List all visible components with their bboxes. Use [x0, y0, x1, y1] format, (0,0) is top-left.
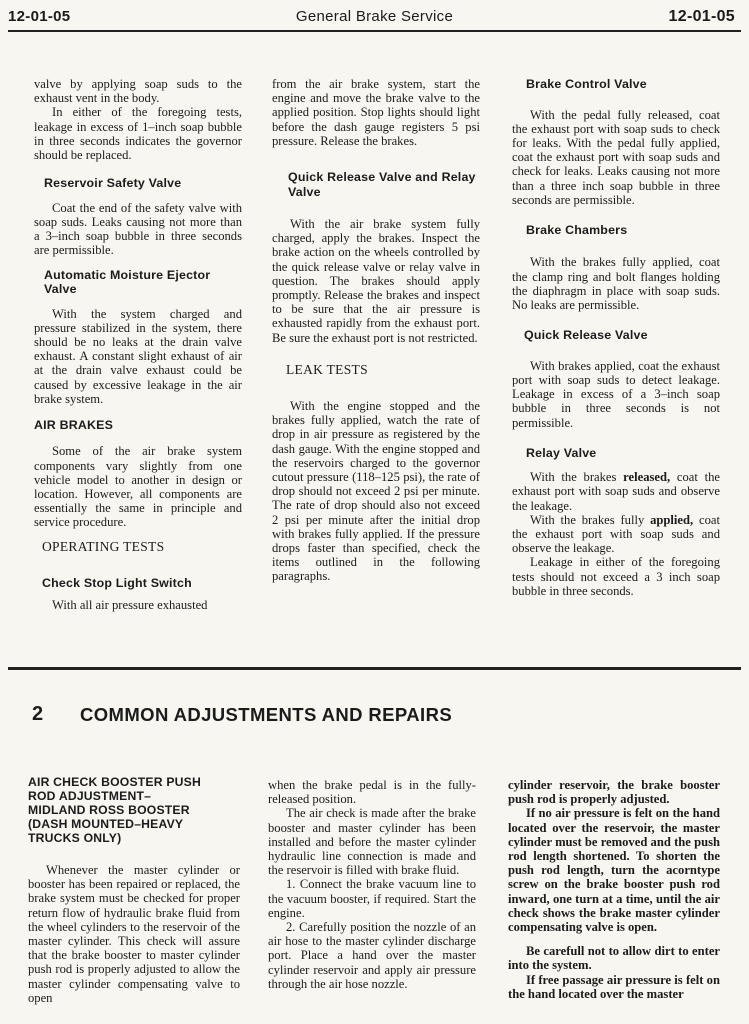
paragraph: Be carefull not to allow dirt to enter into the system.	[508, 944, 720, 973]
section-rule	[8, 667, 741, 670]
top-column-1	[34, 77, 242, 613]
paragraph: In either of the foregoing tests, leakage in excess of 1–inch soap bubble in three seconds indicates the governor should be replaced.	[34, 105, 242, 163]
paragraph: cylinder reservoir, the brake booster push rod is properly adjusted.	[508, 778, 720, 807]
paragraph: With the engine stopped and the brakes fully applied, watch the rate of drop in air pressure as registered by the dash gauge. With the engine stopped and the reservoirs charged to the governor cutout pressure (118–125 psi), the rate of drop should not exceed 2 psi per minute. The rate of drop should also not exceed 2 psi per minute after the initial drop with brakes fully applied. If the pressure drops faster than specified, check the items outlined in the following paragraphs.	[272, 399, 480, 584]
paragraph: With brakes applied, coat the exhaust port with soap suds to detect leakage. Leakage in excess of a 3–inch soap bubble in three seconds is not permissible.	[512, 358, 720, 430]
subheading-brake-control-valve: Brake Control Valve	[526, 77, 647, 91]
bottom-column-1	[28, 775, 240, 1005]
top-column-3	[512, 77, 720, 598]
paragraph: If free passage air pressure is felt on the hand located over the master	[508, 972, 720, 1001]
paragraph: 2. Carefully position the nozzle of an air hose to the master cylinder discharge port. Place a hand over the master cylinder reservoir and apply air pressure through the air hose nozzle.	[268, 920, 476, 991]
paragraph: valve by applying soap suds to the exhaust vent in the body.	[34, 77, 242, 106]
subheading-check-stop-light-switch: Check Stop Light Switch	[42, 575, 192, 590]
paragraph: Coat the end of the safety valve with soap suds. Leaks causing not more than a 3–inch soap bubble in three seconds are permissible.	[34, 200, 242, 258]
subheading-brake-chambers: Brake Chambers	[526, 222, 628, 237]
paragraph: With all air pressure exhausted	[52, 598, 208, 613]
page-number-left: 12-01-05	[8, 8, 71, 25]
top-column-2	[272, 77, 480, 584]
bottom-column-3	[508, 778, 720, 1001]
paragraph: 1. Connect the brake vacuum line to the vacuum booster, if required. Start the engine.	[268, 877, 476, 920]
bottom-column-2	[268, 778, 476, 991]
heading-leak-tests: LEAK TESTS	[286, 361, 368, 377]
header-rule	[8, 30, 741, 32]
paragraph: Leakage in either of the foregoing tests should not exceed a 3 inch soap bubble in three seconds.	[512, 555, 720, 598]
paragraph: from the air brake system, start the engine and move the brake valve to the applied position. Stop lights should light before the dash gauge registers 5 psi pressure. Release the brakes.	[272, 77, 480, 148]
section-number: 2	[32, 703, 44, 725]
paragraph: With the brakes fully applied, coat the exhaust port with soap suds and observe the leakage.	[512, 512, 720, 556]
paragraph: If no air pressure is felt on the hand located over the reservoir, the master cylinder must be removed and the push rod length shortened. To shorten the push rod length, turn the acorntype screw on the brake booster push rod inward, one turn at a time, until the air check shows the brake master cylinder compensating valve is open.	[508, 806, 720, 935]
subheading-reservoir-safety-valve: Reservoir Safety Valve	[44, 176, 182, 191]
page-title: General Brake Service	[295, 8, 454, 25]
heading-air-brakes: AIR BRAKES	[34, 417, 114, 432]
paragraph: Some of the air brake system components vary slightly from one vehicle model to another in design or location. However, all components are essentially the same in principle and service procedure.	[34, 444, 242, 530]
page-number-right: 12-01-05	[668, 8, 735, 25]
paragraph: With the air brake system fully charged, apply the brakes. Inspect the brake action on the wheels controlled by the quick release valve or relay valve in question. The brakes should apply promptly. Release the brakes and inspect to be sure that the air pressure is exhausted rapidly from the exhaust port. Be sure the exhaust port is not restricted.	[272, 217, 480, 345]
section-title: COMMON ADJUSTMENTS AND REPAIRS	[80, 704, 453, 725]
paragraph: With the pedal fully released, coat the exhaust port with soap suds to check for leaks. With the pedal fully applied, coat the exhaust port with soap suds and check for leaks. Leaks causing not more than a three inch soap bubble in three seconds are permissible.	[512, 107, 720, 207]
subheading-relay-valve: Relay Valve	[526, 445, 597, 460]
paragraph: With the system charged and pressure stabilized in the system, there should be no leaks at the drain valve exhaust. A constant slight exhaust of air at the drain valve exhaust could be caused by excessive leakage in the air brake system.	[34, 306, 242, 406]
subheading-quick-release-valve: Quick Release Valve	[524, 328, 648, 343]
paragraph: With the brakes fully applied, coat the clamp ring and bolt flanges holding the diaphragm in place with soap suds. No leaks are permissible.	[512, 255, 720, 313]
subheading-quick-release-and-relay-valve: Quick Release Valve and Relay Valve	[288, 170, 476, 199]
subheading-automatic-moisture-ejector-valve: Automatic Moisture Ejector Valve	[44, 267, 211, 297]
heading-operating-tests: OPERATING TESTS	[42, 538, 165, 554]
paragraph: Whenever the master cylinder or booster has been repaired or replaced, the brake system must be checked for proper return flow of hydraulic brake fluid from the wheel cylinders to the reservoir of the master cylinder. This check will assure that the brake booster to master cylinder push rod is properly adjusted to allow the master cylinder compensating valve to open	[28, 863, 240, 1005]
paragraph: The air check is made after the brake booster and master cylinder has been installed and before the master cylinder hydraulic line connection is made and the reservoir is filled with brake fluid.	[268, 806, 476, 878]
heading-air-check-booster: AIR CHECK BOOSTER PUSH ROD ADJUSTMENT– MIDLAND ROSS BOOSTER (DASH MOUNTED–HEAVY TRUCKS ONLY)	[28, 775, 202, 845]
paragraph: With the brakes released, coat the exhaust port with soap suds and observe the leakage.	[512, 470, 720, 513]
paragraph: when the brake pedal is in the fully-released position.	[268, 778, 476, 807]
